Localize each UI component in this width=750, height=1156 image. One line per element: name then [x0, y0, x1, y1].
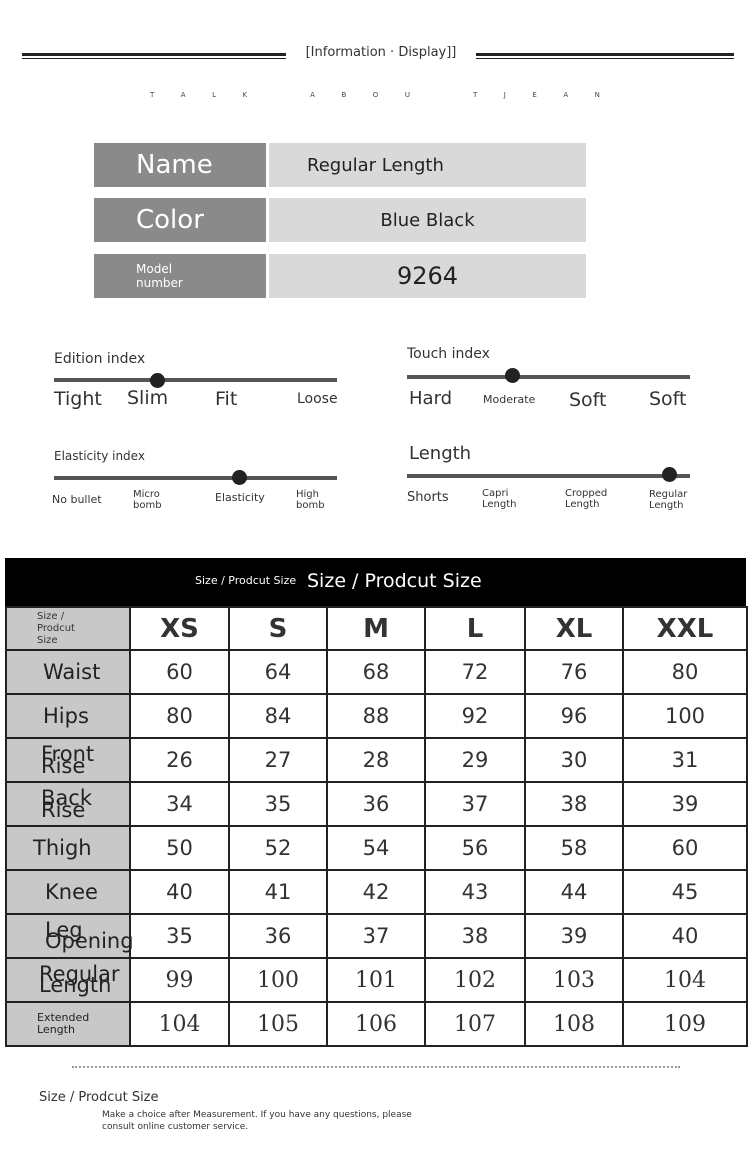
table-cell: 35: [130, 914, 229, 958]
size-column-header: XS: [130, 607, 229, 650]
header-title: [Information · Display]]: [305, 45, 457, 60]
length-index-track: [407, 474, 690, 478]
size-table: [5, 606, 748, 1047]
table-cell: 72: [425, 650, 525, 694]
length-option: Shorts: [407, 490, 449, 505]
table-cell: 60: [623, 826, 747, 870]
table-cell: 56: [425, 826, 525, 870]
table-cell: 100: [623, 694, 747, 738]
table-cell: 103: [525, 958, 623, 1002]
table-row: [6, 782, 747, 826]
row-label: Hips: [6, 694, 130, 738]
table-row: [6, 738, 747, 782]
header-rule-right: [476, 53, 734, 59]
name-value: Regular Length: [269, 143, 586, 187]
table-row: [6, 694, 747, 738]
footer-title: Size / Prodcut Size: [39, 1090, 159, 1105]
size-column-header: S: [229, 607, 327, 650]
table-cell: 102: [425, 958, 525, 1002]
row-label: Extended Length: [6, 1002, 130, 1046]
table-cell: 36: [327, 782, 425, 826]
subtitle-letter: A: [180, 91, 186, 99]
table-cell: 38: [525, 782, 623, 826]
row-label: Waist: [6, 650, 130, 694]
touch-option: Moderate: [483, 393, 536, 406]
touch-index-knob: [505, 368, 520, 383]
edition-index-title: Edition index: [54, 351, 146, 367]
table-row: [6, 826, 747, 870]
table-cell: 39: [525, 914, 623, 958]
size-corner-label: Size / Prodcut Size: [6, 607, 130, 650]
table-cell: 68: [327, 650, 425, 694]
subtitle-letter: E: [532, 91, 537, 99]
table-cell: 40: [623, 914, 747, 958]
table-cell: 36: [229, 914, 327, 958]
size-column-header: L: [425, 607, 525, 650]
table-cell: 96: [525, 694, 623, 738]
table-cell: 41: [229, 870, 327, 914]
row-label: Back Rise: [6, 782, 130, 826]
row-label: Front Rise: [6, 738, 130, 782]
table-cell: 109: [623, 1002, 747, 1046]
table-cell: 92: [425, 694, 525, 738]
table-row: [6, 870, 747, 914]
table-row: [6, 650, 747, 694]
table-cell: 104: [130, 1002, 229, 1046]
subtitle-letter: J: [503, 91, 506, 99]
row-label: Leg Opening: [6, 914, 130, 958]
table-cell: 108: [525, 1002, 623, 1046]
subtitle-letter: T: [472, 91, 478, 99]
subtitle-letter: T: [150, 91, 155, 99]
table-cell: 88: [327, 694, 425, 738]
edition-index-knob: [150, 373, 165, 388]
size-column-header: XXL: [623, 607, 747, 650]
table-cell: 80: [623, 650, 747, 694]
table-cell: 99: [130, 958, 229, 1002]
elasticity-index-title: Elasticity index: [54, 449, 145, 463]
table-cell: 31: [623, 738, 747, 782]
table-cell: 37: [327, 914, 425, 958]
table-cell: 28: [327, 738, 425, 782]
color-label: Color: [94, 198, 266, 242]
size-table-title: Size / Prodcut Size: [307, 570, 482, 592]
name-label: Name: [94, 143, 266, 187]
table-cell: 54: [327, 826, 425, 870]
info-row-model: [94, 254, 586, 298]
table-cell: 45: [623, 870, 747, 914]
table-row: [6, 1002, 747, 1046]
size-table-header: [5, 558, 746, 607]
table-cell: 64: [229, 650, 327, 694]
subtitle-letter: A: [310, 91, 315, 99]
table-cell: 39: [623, 782, 747, 826]
table-cell: 37: [425, 782, 525, 826]
table-cell: 30: [525, 738, 623, 782]
length-index-knob: [662, 467, 677, 482]
footer-note: Make a choice after Measurement. If you have any questions, please consult online customer service.: [102, 1110, 412, 1132]
row-label: Thigh: [6, 826, 130, 870]
subtitle-letter: N: [594, 91, 600, 99]
elasticity-option: High bomb: [296, 489, 325, 511]
row-label: Knee: [6, 870, 130, 914]
table-row: [6, 914, 747, 958]
table-cell: 42: [327, 870, 425, 914]
subtitle-letter: U: [404, 91, 410, 99]
table-cell: 44: [525, 870, 623, 914]
table-cell: 106: [327, 1002, 425, 1046]
touch-index-title: Touch index: [407, 346, 490, 362]
table-cell: 58: [525, 826, 623, 870]
table-cell: 76: [525, 650, 623, 694]
touch-option: Hard: [409, 388, 453, 409]
size-column-header: M: [327, 607, 425, 650]
elasticity-index-knob: [232, 470, 247, 485]
table-cell: 60: [130, 650, 229, 694]
length-option: Capri Length: [482, 488, 517, 510]
table-cell: 26: [130, 738, 229, 782]
size-column-header: XL: [525, 607, 623, 650]
edition-index-track: [54, 378, 337, 382]
edition-option: Slim: [127, 387, 169, 409]
table-cell: 50: [130, 826, 229, 870]
elasticity-option: Elasticity: [215, 491, 265, 504]
subtitle-letter: L: [212, 91, 217, 99]
length-option: Cropped Length: [565, 488, 608, 510]
table-cell: 34: [130, 782, 229, 826]
table-cell: 105: [229, 1002, 327, 1046]
model-label: Model number: [94, 254, 266, 298]
table-cell: 80: [130, 694, 229, 738]
touch-option: Soft: [569, 389, 607, 411]
row-label: Regular Length: [6, 958, 130, 1002]
table-cell: 104: [623, 958, 747, 1002]
table-cell: 27: [229, 738, 327, 782]
subtitle-letter: K: [242, 91, 248, 99]
size-table-title-small: Size / Prodcut Size: [195, 574, 297, 587]
subtitle-letter: A: [563, 91, 569, 99]
elasticity-option: No bullet: [52, 493, 102, 506]
table-cell: 84: [229, 694, 327, 738]
table-cell: 29: [425, 738, 525, 782]
length-option: Regular Length: [649, 489, 688, 511]
model-value: 9264: [269, 254, 586, 298]
edition-option: Fit: [215, 388, 238, 410]
elasticity-index-track: [54, 476, 337, 480]
table-cell: 52: [229, 826, 327, 870]
touch-option: Soft: [649, 388, 687, 410]
table-cell: 38: [425, 914, 525, 958]
subtitle-letter: O: [372, 91, 379, 99]
header-subtitle: [150, 91, 600, 99]
info-row-color: [94, 198, 586, 242]
size-header-row: [6, 607, 747, 650]
edition-option: Loose: [297, 391, 338, 407]
table-cell: 107: [425, 1002, 525, 1046]
subtitle-letter: B: [341, 91, 347, 99]
table-cell: 101: [327, 958, 425, 1002]
table-row: [6, 958, 747, 1002]
header-rule-left: [22, 53, 286, 59]
edition-option: Tight: [54, 388, 102, 410]
table-cell: 35: [229, 782, 327, 826]
dotted-divider: [72, 1066, 680, 1068]
length-index-title: Length: [409, 443, 472, 464]
table-cell: 40: [130, 870, 229, 914]
info-row-name: [94, 143, 586, 187]
color-value: Blue Black: [269, 198, 586, 242]
table-cell: 43: [425, 870, 525, 914]
elasticity-option: Micro bomb: [133, 489, 162, 511]
touch-index-track: [407, 375, 690, 379]
table-cell: 100: [229, 958, 327, 1002]
